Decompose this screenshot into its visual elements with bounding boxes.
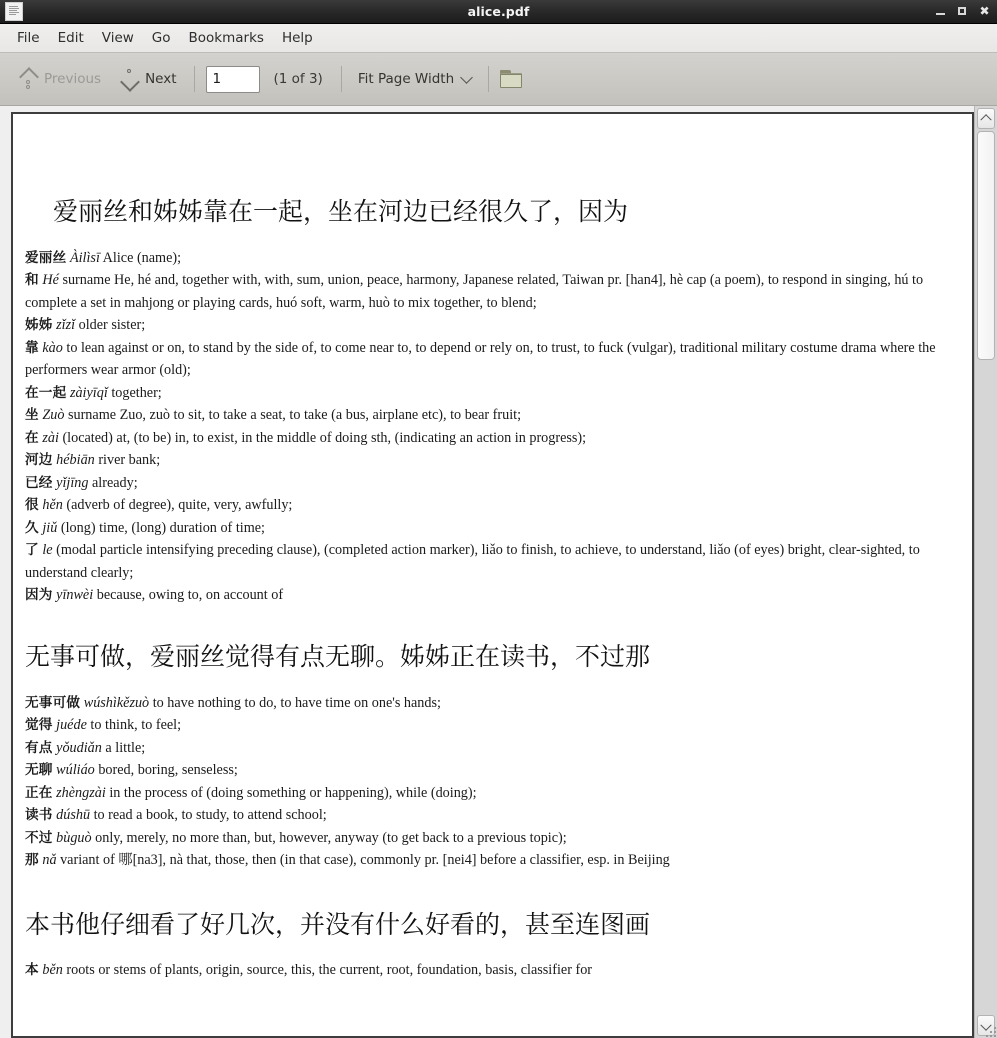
entry-pinyin: wúliáo: [56, 762, 95, 778]
resize-grip[interactable]: [983, 1024, 996, 1037]
entry-hanzi: 很: [25, 497, 39, 514]
entry-gloss: older sister;: [78, 317, 146, 334]
toolbar-separator-3: [488, 66, 489, 92]
dictionary-entry: [25, 472, 960, 495]
entry-hanzi: 和: [25, 272, 39, 289]
entry-pinyin: zàiyīqǐ: [69, 384, 108, 401]
entry-gloss: (long) time, (long) duration of time;: [60, 519, 265, 536]
entry-hanzi: 坐: [25, 407, 39, 424]
next-page-button[interactable]: [115, 64, 182, 94]
entry-list: [25, 247, 960, 607]
menu-bar: [0, 24, 997, 53]
dictionary-entry: [25, 737, 960, 760]
dictionary-entry: [25, 959, 960, 982]
zoom-mode-label: Fit Page Width: [357, 71, 455, 87]
entry-hanzi: 已经: [25, 474, 53, 491]
entry-gloss: a little;: [105, 739, 146, 756]
entry-hanzi: 靠: [25, 339, 39, 356]
dictionary-entry: [25, 382, 960, 405]
dictionary-entry: [25, 714, 960, 737]
dictionary-entry: [25, 314, 960, 337]
entry-hanzi: 爱丽丝: [25, 249, 67, 266]
entry-gloss: (modal particle intensifying preceding clause), (completed action marker), liǎo to finish, to achieve, to understand, liǎo (of eyes) bright, clear-sighted, to understand clearly;: [25, 542, 920, 581]
dictionary-entry: [25, 759, 960, 782]
entry-gloss: to read a book, to study, to attend school;: [93, 807, 327, 823]
entry-hanzi: 因为: [25, 587, 53, 604]
section-heading: 爱丽丝和姊姊靠在一起，坐在河边已经很久了，因为: [53, 197, 629, 226]
dictionary-entry: [25, 782, 960, 805]
zoom-mode-dropdown[interactable]: [353, 68, 476, 90]
entry-gloss: only, merely, no more than, but, however, anyway (to get back to a previous topic);: [95, 829, 567, 846]
entry-hanzi: 本: [25, 962, 39, 979]
entry-gloss: to have nothing to do, to have time on one's hands;: [152, 694, 441, 711]
menu-edit[interactable]: Edit: [57, 30, 84, 46]
document-icon: [5, 2, 23, 21]
entry-pinyin: kào: [42, 339, 63, 356]
minimize-button[interactable]: [935, 6, 946, 17]
dictionary-entry: [25, 849, 960, 872]
entry-gloss: Alice (name);: [102, 249, 182, 266]
next-page-label: Next: [145, 71, 177, 87]
dictionary-entry: [25, 269, 960, 314]
entry-gloss: together;: [111, 384, 162, 401]
window-controls: [935, 0, 990, 23]
entry-pinyin: wúshìkězuò: [83, 694, 150, 711]
entry-hanzi: 有点: [25, 739, 53, 756]
scrollbar-track[interactable]: [977, 131, 995, 1013]
entry-gloss: to think, to feel;: [90, 717, 182, 733]
entry-hanzi: 在: [25, 429, 39, 446]
entry-pinyin: Àilìsī: [69, 249, 100, 266]
menu-go[interactable]: Go: [151, 30, 171, 46]
dictionary-entry: [25, 692, 960, 715]
chevron-down-icon: [460, 71, 473, 84]
entry-gloss: already;: [92, 474, 138, 491]
entry-gloss: bored, boring, senseless;: [98, 762, 238, 778]
entry-hanzi: 觉得: [25, 717, 53, 733]
toolbar-separator-2: [341, 66, 342, 92]
dictionary-entry: [25, 337, 960, 382]
entry-pinyin: nǎ: [42, 852, 57, 868]
folder-icon[interactable]: [500, 70, 523, 89]
section-heading: 无事可做，爱丽丝觉得有点无聊。姊姊正在读书，不过那: [25, 641, 651, 671]
menu-help[interactable]: Help: [281, 30, 313, 46]
page-number-input[interactable]: [206, 66, 260, 93]
entry-gloss: in the process of (doing something or happening), while (doing);: [109, 784, 477, 801]
page-count-label: (1 of 3): [273, 71, 323, 87]
entry-pinyin: zhèngzài: [56, 784, 106, 801]
entry-list: [25, 959, 960, 979]
window-title: alice.pdf: [467, 4, 530, 19]
entry-hanzi: 不过: [25, 829, 53, 846]
entry-pinyin: hébiān: [56, 452, 95, 469]
vertical-scrollbar[interactable]: [974, 106, 997, 1038]
dictionary-entry: [25, 539, 960, 584]
title-bar: [0, 0, 997, 24]
dictionary-entry: [25, 404, 960, 427]
entry-pinyin: zǐzǐ: [56, 317, 76, 334]
entry-pinyin: bùguò: [56, 829, 92, 846]
entry-hanzi: 姊姊: [25, 317, 53, 334]
dictionary-entry: [25, 584, 960, 607]
entry-pinyin: juéde: [56, 717, 87, 733]
chevron-down-icon: [121, 68, 138, 90]
document-scroll-area[interactable]: [0, 106, 974, 1038]
previous-page-label: Previous: [44, 71, 102, 87]
entry-list: [25, 692, 960, 872]
entry-gloss: (adverb of degree), quite, very, awfully;: [66, 497, 293, 514]
dictionary-entry: [25, 247, 960, 270]
close-button[interactable]: ✖: [979, 4, 990, 18]
scroll-up-arrow[interactable]: [977, 108, 995, 129]
toolbar: [0, 53, 997, 106]
entry-gloss: variant of 哪[na3], nà that, those, then (in that case), commonly pr. [nei4] before a classifier, esp. in Beijing: [60, 852, 670, 868]
entry-gloss: surname Zuo, zuò to sit, to take a seat, to take (a bus, airplane etc), to bear fruit;: [67, 407, 522, 424]
entry-pinyin: běn: [42, 962, 63, 979]
entry-hanzi: 无事可做: [25, 694, 81, 711]
dictionary-entry: [25, 449, 960, 472]
menu-view[interactable]: View: [101, 30, 134, 46]
page-content: [25, 195, 960, 979]
entry-hanzi: 河边: [25, 452, 53, 469]
entry-hanzi: 久: [25, 519, 39, 536]
entry-pinyin: jiǔ: [42, 519, 58, 536]
entry-pinyin: le: [42, 542, 53, 559]
dictionary-entry: [25, 517, 960, 540]
entry-hanzi: 那: [25, 852, 39, 868]
entry-gloss: river bank;: [98, 452, 161, 469]
entry-gloss: roots or stems of plants, origin, source, this, the current, root, foundation, basis, classifier for: [66, 962, 593, 979]
entry-pinyin: yǐjīng: [56, 474, 89, 491]
viewport: [0, 106, 997, 1038]
menu-bookmarks[interactable]: Bookmarks: [188, 30, 264, 46]
entry-pinyin: hěn: [42, 497, 63, 514]
previous-page-button[interactable]: [14, 64, 107, 94]
chevron-up-icon: [20, 68, 37, 90]
scroll-thumb[interactable]: [977, 131, 995, 360]
entry-pinyin: yīnwèi: [56, 587, 94, 604]
maximize-button[interactable]: [957, 6, 968, 17]
entry-gloss: surname He, hé and, together with, with, sum, union, peace, harmony, Japanese related, Taiwan pr. [han4], hè cap (a poem), to respond in singing, hú to complete a set in mahjong or playing cards, huó soft, warm, huò to mix together, to blend;: [25, 272, 924, 311]
entry-gloss: to lean against or on, to stand by the side of, to come near to, to depend or rely on, to trust, to fuck (vulgar), traditional military costume drama where the performers wear armor (old);: [25, 339, 936, 379]
entry-hanzi: 读书: [25, 807, 53, 823]
dictionary-entry: [25, 494, 960, 517]
toolbar-separator-1: [194, 66, 195, 92]
entry-pinyin: dúshū: [56, 807, 91, 823]
dictionary-entry: [25, 827, 960, 850]
dictionary-entry: [25, 804, 960, 827]
entry-hanzi: 了: [25, 542, 39, 559]
entry-pinyin: Hé: [42, 272, 59, 289]
entry-pinyin: zài: [42, 429, 59, 446]
entry-gloss: (located) at, (to be) in, to exist, in the middle of doing sth, (indicating an action in progress);: [62, 429, 587, 446]
entry-pinyin: yǒudiǎn: [56, 739, 102, 756]
entry-hanzi: 无聊: [25, 762, 53, 778]
entry-hanzi: 在一起: [25, 384, 67, 401]
pdf-page: [11, 112, 974, 1038]
menu-file[interactable]: File: [17, 30, 40, 46]
entry-hanzi: 正在: [25, 784, 53, 801]
dictionary-entry: [25, 427, 960, 450]
entry-gloss: because, owing to, on account of: [96, 587, 284, 604]
section-heading: 本书他仔细看了好几次，并没有什么好看的，甚至连图画: [25, 909, 651, 939]
entry-pinyin: Zuò: [42, 407, 65, 424]
